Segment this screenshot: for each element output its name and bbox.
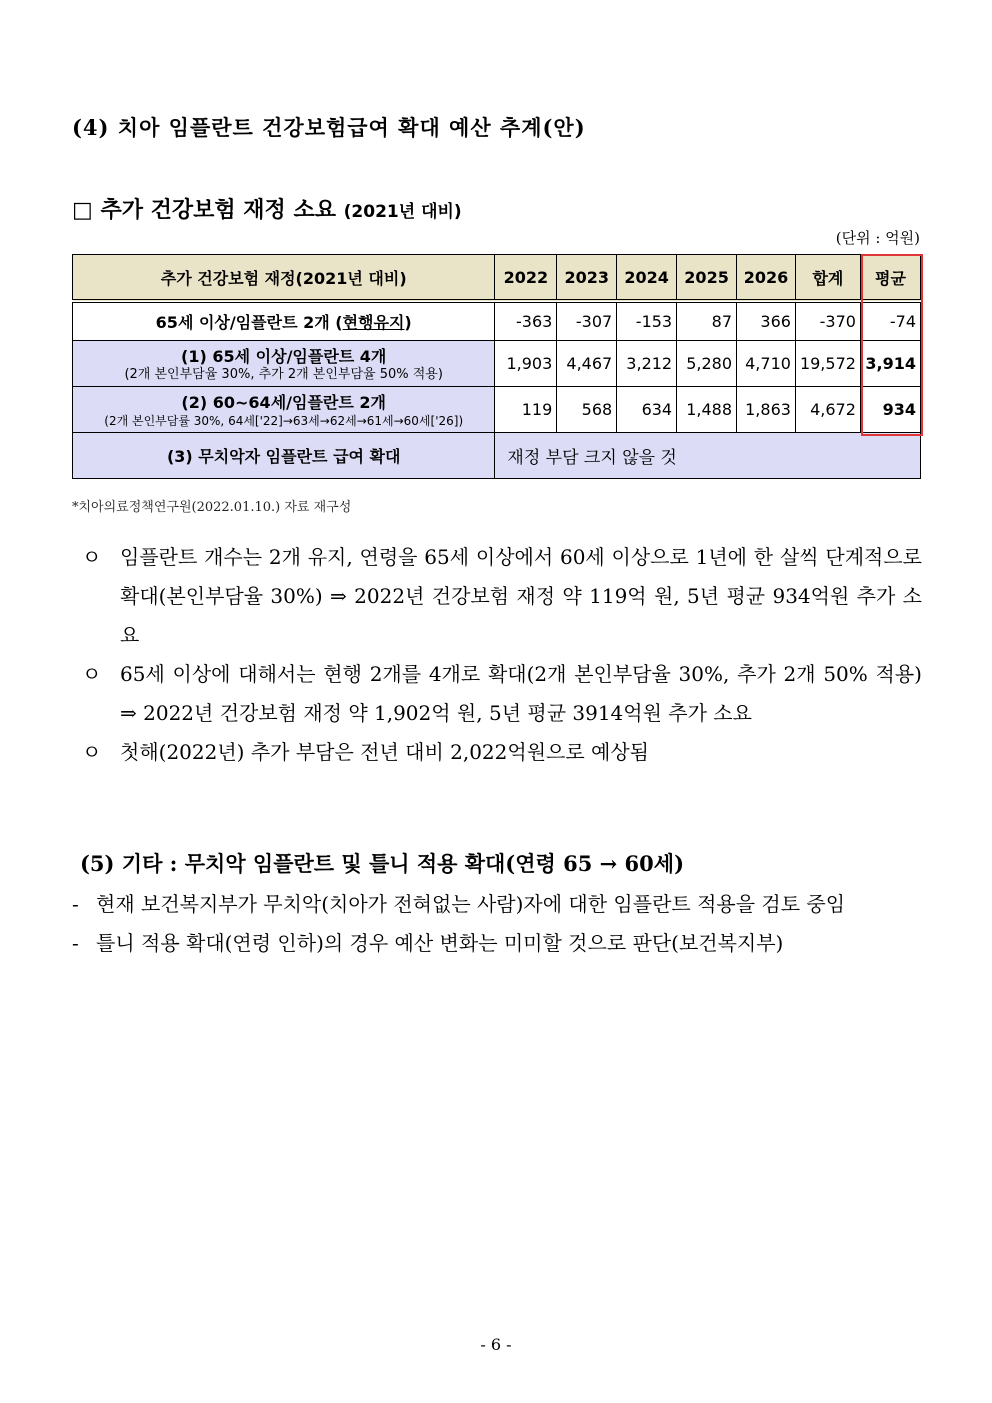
header-year: 2025 [677, 255, 737, 302]
dash-list [72, 885, 922, 963]
value-cell: 1,488 [677, 386, 737, 432]
box-title-sub: (2021년 대비) [343, 202, 462, 222]
header-total: 합계 [795, 255, 860, 302]
row-label [73, 386, 495, 432]
bullet-text: 첫해(2022년) 추가 부담은 전년 대비 2,022억원으로 예상됨 [120, 740, 649, 764]
row-label [73, 340, 495, 386]
value-cell: -153 [617, 301, 677, 340]
table-row [73, 301, 921, 340]
average-cell: 3,914 [860, 340, 920, 386]
row-label [73, 301, 495, 340]
dash-text: 틀니 적용 확대(연령 인하)의 경우 예산 변화는 미미할 것으로 판단(보건복지부) [96, 931, 784, 955]
bullet-mark: ㅇ [82, 545, 102, 569]
value-cell: 1,863 [737, 386, 796, 432]
unit-note: (단위 : 억원) [835, 229, 920, 247]
row-label-post: ) [404, 312, 412, 332]
section4-title: (4) 치아 임플란트 건강보험급여 확대 예산 추계(안) [72, 115, 586, 140]
header-year: 2026 [737, 255, 796, 302]
list-item [72, 924, 922, 963]
list-item [82, 538, 922, 655]
table-row [73, 432, 921, 478]
page-number: - 6 - [480, 1335, 512, 1354]
value-cell: 366 [737, 301, 796, 340]
value-cell: 1,903 [495, 340, 557, 386]
value-cell: 87 [677, 301, 737, 340]
dash-mark: - [72, 931, 79, 955]
row-sublabel: (2개 본인부담률 30%, 64세['22]→63세→62세→61세→60세['26]) [104, 413, 464, 428]
header-label: 추가 건강보험 재정(2021년 대비) [73, 255, 495, 302]
value-cell: 4,710 [737, 340, 796, 386]
header-average: 평균 [860, 255, 920, 302]
value-cell: -307 [557, 301, 617, 340]
value-cell: 5,280 [677, 340, 737, 386]
total-cell: 19,572 [795, 340, 860, 386]
total-cell: 4,672 [795, 386, 860, 432]
header-year: 2022 [495, 255, 557, 302]
value-cell: 119 [495, 386, 557, 432]
bullet-list [82, 538, 922, 772]
bullet-mark: ㅇ [82, 662, 102, 686]
box-title [72, 193, 462, 224]
table-row [73, 340, 921, 386]
budget-table [72, 254, 921, 479]
row-label: (3) 무치악자 임플란트 급여 확대 [73, 432, 495, 478]
value-cell: 4,467 [557, 340, 617, 386]
source-note: *치아의료정책연구원(2022.01.10.) 자료 재구성 [72, 500, 352, 515]
section5-title: (5) 기타 : 무치악 임플란트 및 틀니 적용 확대(연령 65 → 60세) [80, 851, 685, 876]
table-header-row [73, 255, 921, 302]
header-year: 2024 [617, 255, 677, 302]
average-cell: 934 [860, 386, 920, 432]
list-item [72, 885, 922, 924]
value-cell: 568 [557, 386, 617, 432]
row-label-underlined: 현행유지 [342, 312, 405, 332]
total-cell: -370 [795, 301, 860, 340]
dash-mark: - [72, 892, 79, 916]
row-note: 재정 부담 크지 않을 것 [495, 432, 921, 478]
list-item [82, 733, 922, 772]
table-row [73, 386, 921, 432]
dash-text: 현재 보건복지부가 무치악(치아가 전혀없는 사람)자에 대한 임플란트 적용을 검토 중임 [96, 892, 846, 916]
bullet-text: 임플란트 개수는 2개 유지, 연령을 65세 이상에서 60세 이상으로 1년에 한 살씩 단계적으로 확대(본인부담율 30%) ⇒ 2022년 건강보험 재정 약 119억 원, 5년 평균 934억원 추가 소요 [120, 545, 922, 647]
value-cell: -363 [495, 301, 557, 340]
average-cell: -74 [860, 301, 920, 340]
row-label-main: (1) 65세 이상/임플란트 4개 [181, 346, 387, 366]
header-year: 2023 [557, 255, 617, 302]
checkbox-glyph: □ [72, 198, 93, 223]
bullet-mark: ㅇ [82, 740, 102, 764]
row-sublabel: (2개 본인부담율 30%, 추가 2개 본인부담율 50% 적용) [124, 366, 443, 382]
list-item [82, 655, 922, 733]
value-cell: 634 [617, 386, 677, 432]
value-cell: 3,212 [617, 340, 677, 386]
row-label-pre: 65세 이상/임플란트 2개 ( [155, 312, 343, 332]
box-title-main: 추가 건강보험 재정 소요 [100, 198, 336, 223]
bullet-text: 65세 이상에 대해서는 현행 2개를 4개로 확대(2개 본인부담율 30%, 추가 2개 50% 적용) ⇒ 2022년 건강보험 재정 약 1,902억 원, 5년 평균 3914억원 추가 소요 [120, 662, 922, 725]
row-label-main: (2) 60~64세/임플란트 2개 [181, 392, 386, 412]
